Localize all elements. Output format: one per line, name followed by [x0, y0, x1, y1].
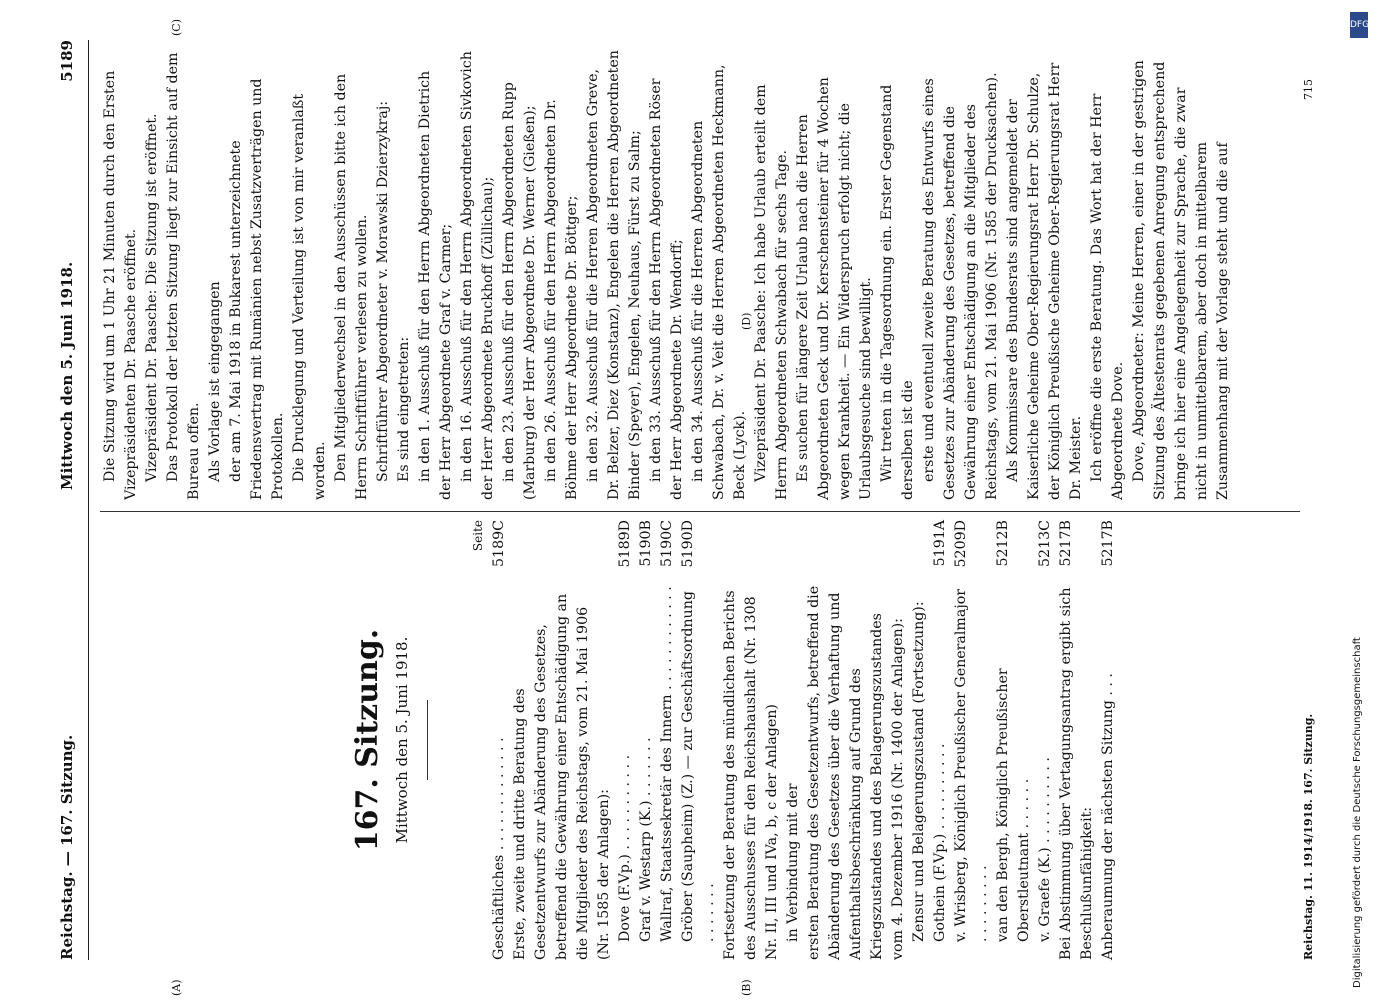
- session-title: 167. Sitzung.: [350, 628, 385, 852]
- proceedings-paragraph: Die Sitzung wird um 1 Uhr 21 Minuten durch den Ersten Vizepräsidenten Dr. Paasche eröffnet.: [102, 70, 139, 500]
- toc-entry-page: [804, 520, 909, 584]
- toc-entry-page: 5189D: [617, 520, 633, 568]
- proceedings-paragraph: in den 23. Ausschuß für den Herrn Abgeordneten Rupp (Marburg) der Herr Abgeordnete Dr. Werner (Gießen);: [501, 82, 538, 500]
- toc-entry: [804, 520, 909, 960]
- toc-entry-page: 5190B: [638, 520, 654, 567]
- rotated-document-page: [40, 19, 1340, 996]
- proceedings-paragraph: Vizepräsident Dr. Paasche: Ich habe Urlaub erteilt dem Herrn Abgeordneten Schwabach für sechs Tage.: [753, 84, 790, 500]
- toc-entry: [510, 520, 615, 960]
- column-divider: [100, 511, 1300, 512]
- page-header: [58, 40, 86, 960]
- toc-entry: [720, 520, 783, 960]
- proceedings-paragraph: in den 32. Ausschuß für die Herren Abgeordneten Greve, Dr. Belzer, Diez (Konstanz), Engelen die Herren Abgeordneten Binder (Speyer), Engelen, Neuhaus, Fürst zu Salm;: [585, 50, 643, 500]
- toc-entry-page: 5189C: [491, 520, 507, 567]
- proceedings-paragraph: Wir treten in die Tagesordnung ein. Erster Gegenstand derselben ist die: [879, 84, 916, 500]
- toc-entry-page: [720, 520, 783, 584]
- toc-entry-page: [510, 520, 615, 584]
- toc-entry: [993, 520, 1035, 960]
- toc-entry-text: Graf v. Westarp (K.) . . . . . . .: [638, 737, 654, 942]
- dfg-logo: DFG: [1350, 12, 1368, 38]
- proceedings-paragraph: Den Mitgliederwechsel in den Ausschüssen bitte ich den Herrn Schriftführer verlesen zu wollen.: [333, 73, 370, 500]
- proceedings-paragraph: in den 34. Ausschuß für die Herren Abgeordneten Schwabach, Dr. v. Veit die Herren Abgeordneten Heckmann, Beck (Lyck).: [690, 64, 748, 500]
- title-separator: [427, 700, 428, 780]
- toc-entry-text: Gothein (F.Vp.) . . . . . . . . . .: [932, 743, 948, 942]
- proceedings-paragraph: der am 7. Mai 1918 in Bukarest unterzeichnete Friedensvertrag mit Rumänien nebst Zusatzverträgen und Protokollen.: [228, 78, 286, 500]
- proceedings-paragraph: Dove, Abgeordneter: Meine Herren, einer in der gestrigen Sitzung des Ältestenrats gegebenen Anregung entsprechend bringe ich hier eine Angelegenheit zur Sprache, die zwar nicht in unmittelbarem, aber doch in mittelbarem Zusammenhang mit der Vorlage steht und die auf: [1131, 60, 1231, 500]
- toc-entry-text: ersten Beratung des Gesetzentwurfs, betreffend die Abänderung des Gesetzes über die Verhaftung und Aufenthaltsbeschränkung auf Grund des Kriegszustandes und des Belagerungszustandes vom 4. Dezember 1916 (Nr. 1400 der Anlagen):: [806, 585, 906, 960]
- proceedings-paragraph: Vizepräsident Dr. Paasche: Die Sitzung ist eröffnet.: [144, 113, 160, 482]
- proceedings-paragraph: Als Vorlage ist eingegangen: [207, 281, 223, 482]
- toc-entry-text: van den Bergh, Königlich Preußischer Oberstleutnant . . . . . .: [995, 668, 1032, 942]
- toc-entry-page: 5191A: [932, 520, 948, 567]
- toc-entry-page: 5217B: [1100, 520, 1116, 567]
- digitization-note: Digitalisierung gefördert durch die Deutsche Forschungsgemeinschaft: [1352, 637, 1363, 988]
- toc-entry: [615, 520, 636, 960]
- header-page-number: 5189: [58, 40, 76, 82]
- toc-entry-text: Geschäftliches . . . . . . . . . . . . .: [491, 737, 507, 960]
- table-of-contents: [489, 520, 1119, 960]
- proceedings-paragraph: in den 33. Ausschuß für den Herrn Abgeordneten Röser der Herr Abgeordnete Dr. Wendorff;: [648, 78, 685, 500]
- left-column: [100, 520, 1119, 960]
- proceedings-paragraph: in den 26. Ausschuß für den Herrn Abgeordneten Dr. Böhme der Herr Abgeordnete Dr. Böttger;: [543, 99, 580, 500]
- toc-entry: [489, 520, 510, 960]
- margin-mark-b: (B): [740, 979, 753, 996]
- toc-entry: [657, 520, 678, 960]
- proceedings-paragraph: Schriftführer Abgeordneter v. Morawski Dzierzykraj:: [375, 100, 391, 482]
- toc-entry-page: 5213C: [1037, 520, 1053, 567]
- toc-entry: [1035, 520, 1056, 960]
- toc-entry-text: Gröber (Saupheim) (Z.) — zur Geschäftsordnung . . . . . . .: [680, 591, 717, 942]
- toc-entry-text: in Verbindung mit der: [785, 783, 801, 942]
- toc-entry-page: 5209D: [953, 520, 969, 568]
- toc-entry-page: 5190D: [680, 520, 696, 568]
- header-left: Reichstag. — 167. Sitzung.: [58, 734, 76, 960]
- toc-entry-text: v. Wrisberg, Königlich Preußischer Generalmajor . . . . . . . . .: [953, 588, 990, 942]
- toc-entry: [909, 520, 930, 960]
- toc-entry-text: Fortsetzung der Beratung des mündlichen Berichts des Ausschusses für den Reichshaushalt (Nr. 1308 Nr. II, III und IVa, b, c der Anlagen): [722, 590, 780, 960]
- toc-entry-page: [783, 520, 804, 584]
- toc-entry: [951, 520, 993, 960]
- proceedings-paragraph: Ich eröffne die erste Beratung. Das Wort hat der Herr Abgeordnete Dove.: [1089, 93, 1126, 500]
- toc-entry: [678, 520, 720, 960]
- proceedings-paragraph: in den 1. Ausschuß für den Herrn Abgeordneten Dietrich der Herr Abgeordnete Graf v. Carmer;: [417, 70, 454, 500]
- toc-entry-text: Zensur und Belagerungszustand (Fortsetzung):: [911, 601, 927, 942]
- session-date: Mittwoch den 5. Juni 1918.: [393, 636, 411, 844]
- toc-entry-text: v. Graefe (K.) . . . . . . . . . .: [1037, 757, 1053, 942]
- toc-entry: [636, 520, 657, 960]
- proceedings-paragraph: Die Drucklegung und Verteilung ist von mir veranlaßt worden.: [291, 93, 328, 500]
- toc-entry: [783, 520, 804, 960]
- dfg-side-strip: [1346, 8, 1378, 998]
- margin-mark-a: (A): [170, 979, 183, 996]
- toc-entry-page: 5190C: [659, 520, 675, 567]
- toc-entry-page: [909, 520, 930, 584]
- proceedings-paragraph: Als Kommissare des Bundesrats sind angemeldet der Kaiserliche Geheime Ober-Regierungsrat Herr Dr. Schulze, der Königlich Preußische Geheime Ober-Regierungsrat Herr Dr. Meister.: [1005, 62, 1084, 500]
- footer-signature: 715: [1302, 79, 1315, 100]
- header-center: Mittwoch den 5. Juni 1918.: [58, 261, 76, 490]
- proceedings-text: [100, 50, 1234, 500]
- footer-left: Reichstag. 11. 1914/1918. 167. Sitzung.: [1302, 713, 1315, 960]
- toc-entry-page: 5212B: [995, 520, 1011, 567]
- proceedings-paragraph: erste und eventuell zweite Beratung des Entwurfs eines Gesetzes zur Abänderung des Gesetzes, betreffend die Gewährung einer Entschädigung an die Mitglieder des Reichstags, vom 21. Mai 1906 (Nr. 1585 der Drucksachen).: [921, 72, 1000, 500]
- toc-entry-text: Dove (F.Vp.) . . . . . . . . . . .: [617, 754, 633, 942]
- header-rule: [88, 40, 89, 960]
- toc-entry: [930, 520, 951, 960]
- proceedings-paragraph: Es sind eingetreten:: [396, 336, 412, 482]
- toc-entry-page: 5217B: [1058, 520, 1074, 567]
- proceedings-paragraph: Das Protokoll der letzten Sitzung liegt zur Einsicht auf dem Bureau offen.: [165, 52, 202, 500]
- proceedings-paragraph: Es suchen für längere Zeit Urlaub nach die Herren Abgeordneten Geck und Dr. Kerschensteiner für 4 Wochen wegen Krankheit. — Ein Widerspruch erfolgt nicht; die Urlaubsgesuche sind bewilligt.: [795, 77, 874, 500]
- toc-entry-text: Bei Abstimmung über Vertagungsantrag ergibt sich Beschlußunfähigkeit:: [1058, 587, 1095, 960]
- proceedings-paragraph: in den 16. Ausschuß für den Herrn Abgeordneten Sivkovich der Herr Abgeordnete Bruckhoff (Züllichau);: [459, 51, 496, 500]
- toc-entry: [1056, 520, 1098, 960]
- margin-mark-d: (D): [740, 312, 753, 330]
- toc-entry-text: Anberaumung der nächsten Sitzung . . .: [1100, 673, 1116, 960]
- seite-label: Seite: [471, 520, 485, 552]
- toc-entry: [1098, 520, 1119, 960]
- right-column: [100, 50, 1234, 500]
- toc-entry-text: Wallraf, Staatssekretär des Innern . . . . . . . . . . . .: [659, 586, 675, 942]
- margin-mark-c: (C): [170, 19, 183, 36]
- toc-entry-text: Erste, zweite und dritte Beratung des Gesetzentwurfs zur Abänderung des Gesetzes, betreffend die Gewährung einer Entschädigung an die Mitglieder des Reichstags, vom 21. Mai 1906 (Nr. 1585 der Anlagen):: [512, 593, 612, 960]
